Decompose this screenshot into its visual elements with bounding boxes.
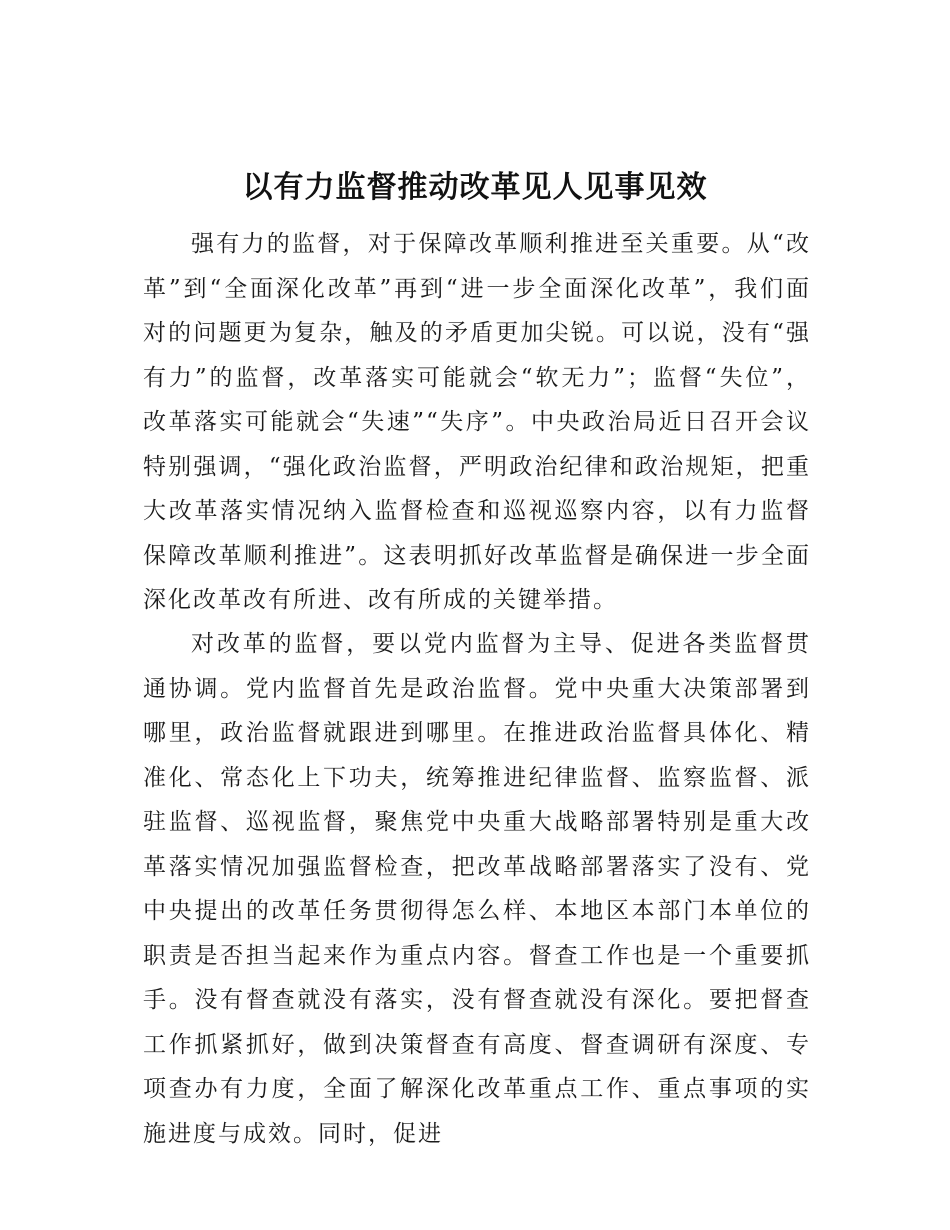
document-title: 以有力监督推动改革见人见事见效 — [242, 170, 708, 205]
paragraph-1: 强有力的监督，对于保障改革顺利推进至关重要。从“改革”到“全面深化改革”再到“进一步全面深化改革”，我们面对的问题更为复杂，触及的矛盾更加尖锐。可以说，没有“强有力”的监督，改革落实可能就会“软无力”；监督“失位”，改革落实可能就会“失速”“失序”。中央政治局近日召开会议特别强调，“强化政治监督，严明政治纪律和政治规矩，把重大改革落实情况纳入监督检查和巡视巡察内容，以有力监督保障改革顺利推进”。这表明抓好改革监督是确保进一步全面深化改革改有所进、改有所成的关键举措。 — [143, 231, 811, 613]
paragraph-2: 对改革的监督，要以党内监督为主导、促进各类监督贯通协调。党内监督首先是政治监督。党中央重大决策部署到哪里，政治监督就跟进到哪里。在推进政治监督具体化、精准化、常态化上下功夫，统筹推进纪律监督、监察监督、派驻监督、巡视监督，聚焦党中央重大战略部署特别是重大改革落实情况加强监督检查，把改革战略部署落实了没有、党中央提出的改革任务贯彻得怎么样、本地区本部门本单位的职责是否担当起来作为重点内容。督查工作也是一个重要抓手。没有督查就没有落实，没有督查就没有深化。要把督查工作抓紧抓好，做到决策督查有高度、督查调研有深度、专项查办有力度，全面了解深化改革重点工作、重点事项的实施进度与成效。同时，促进 — [143, 631, 811, 1147]
